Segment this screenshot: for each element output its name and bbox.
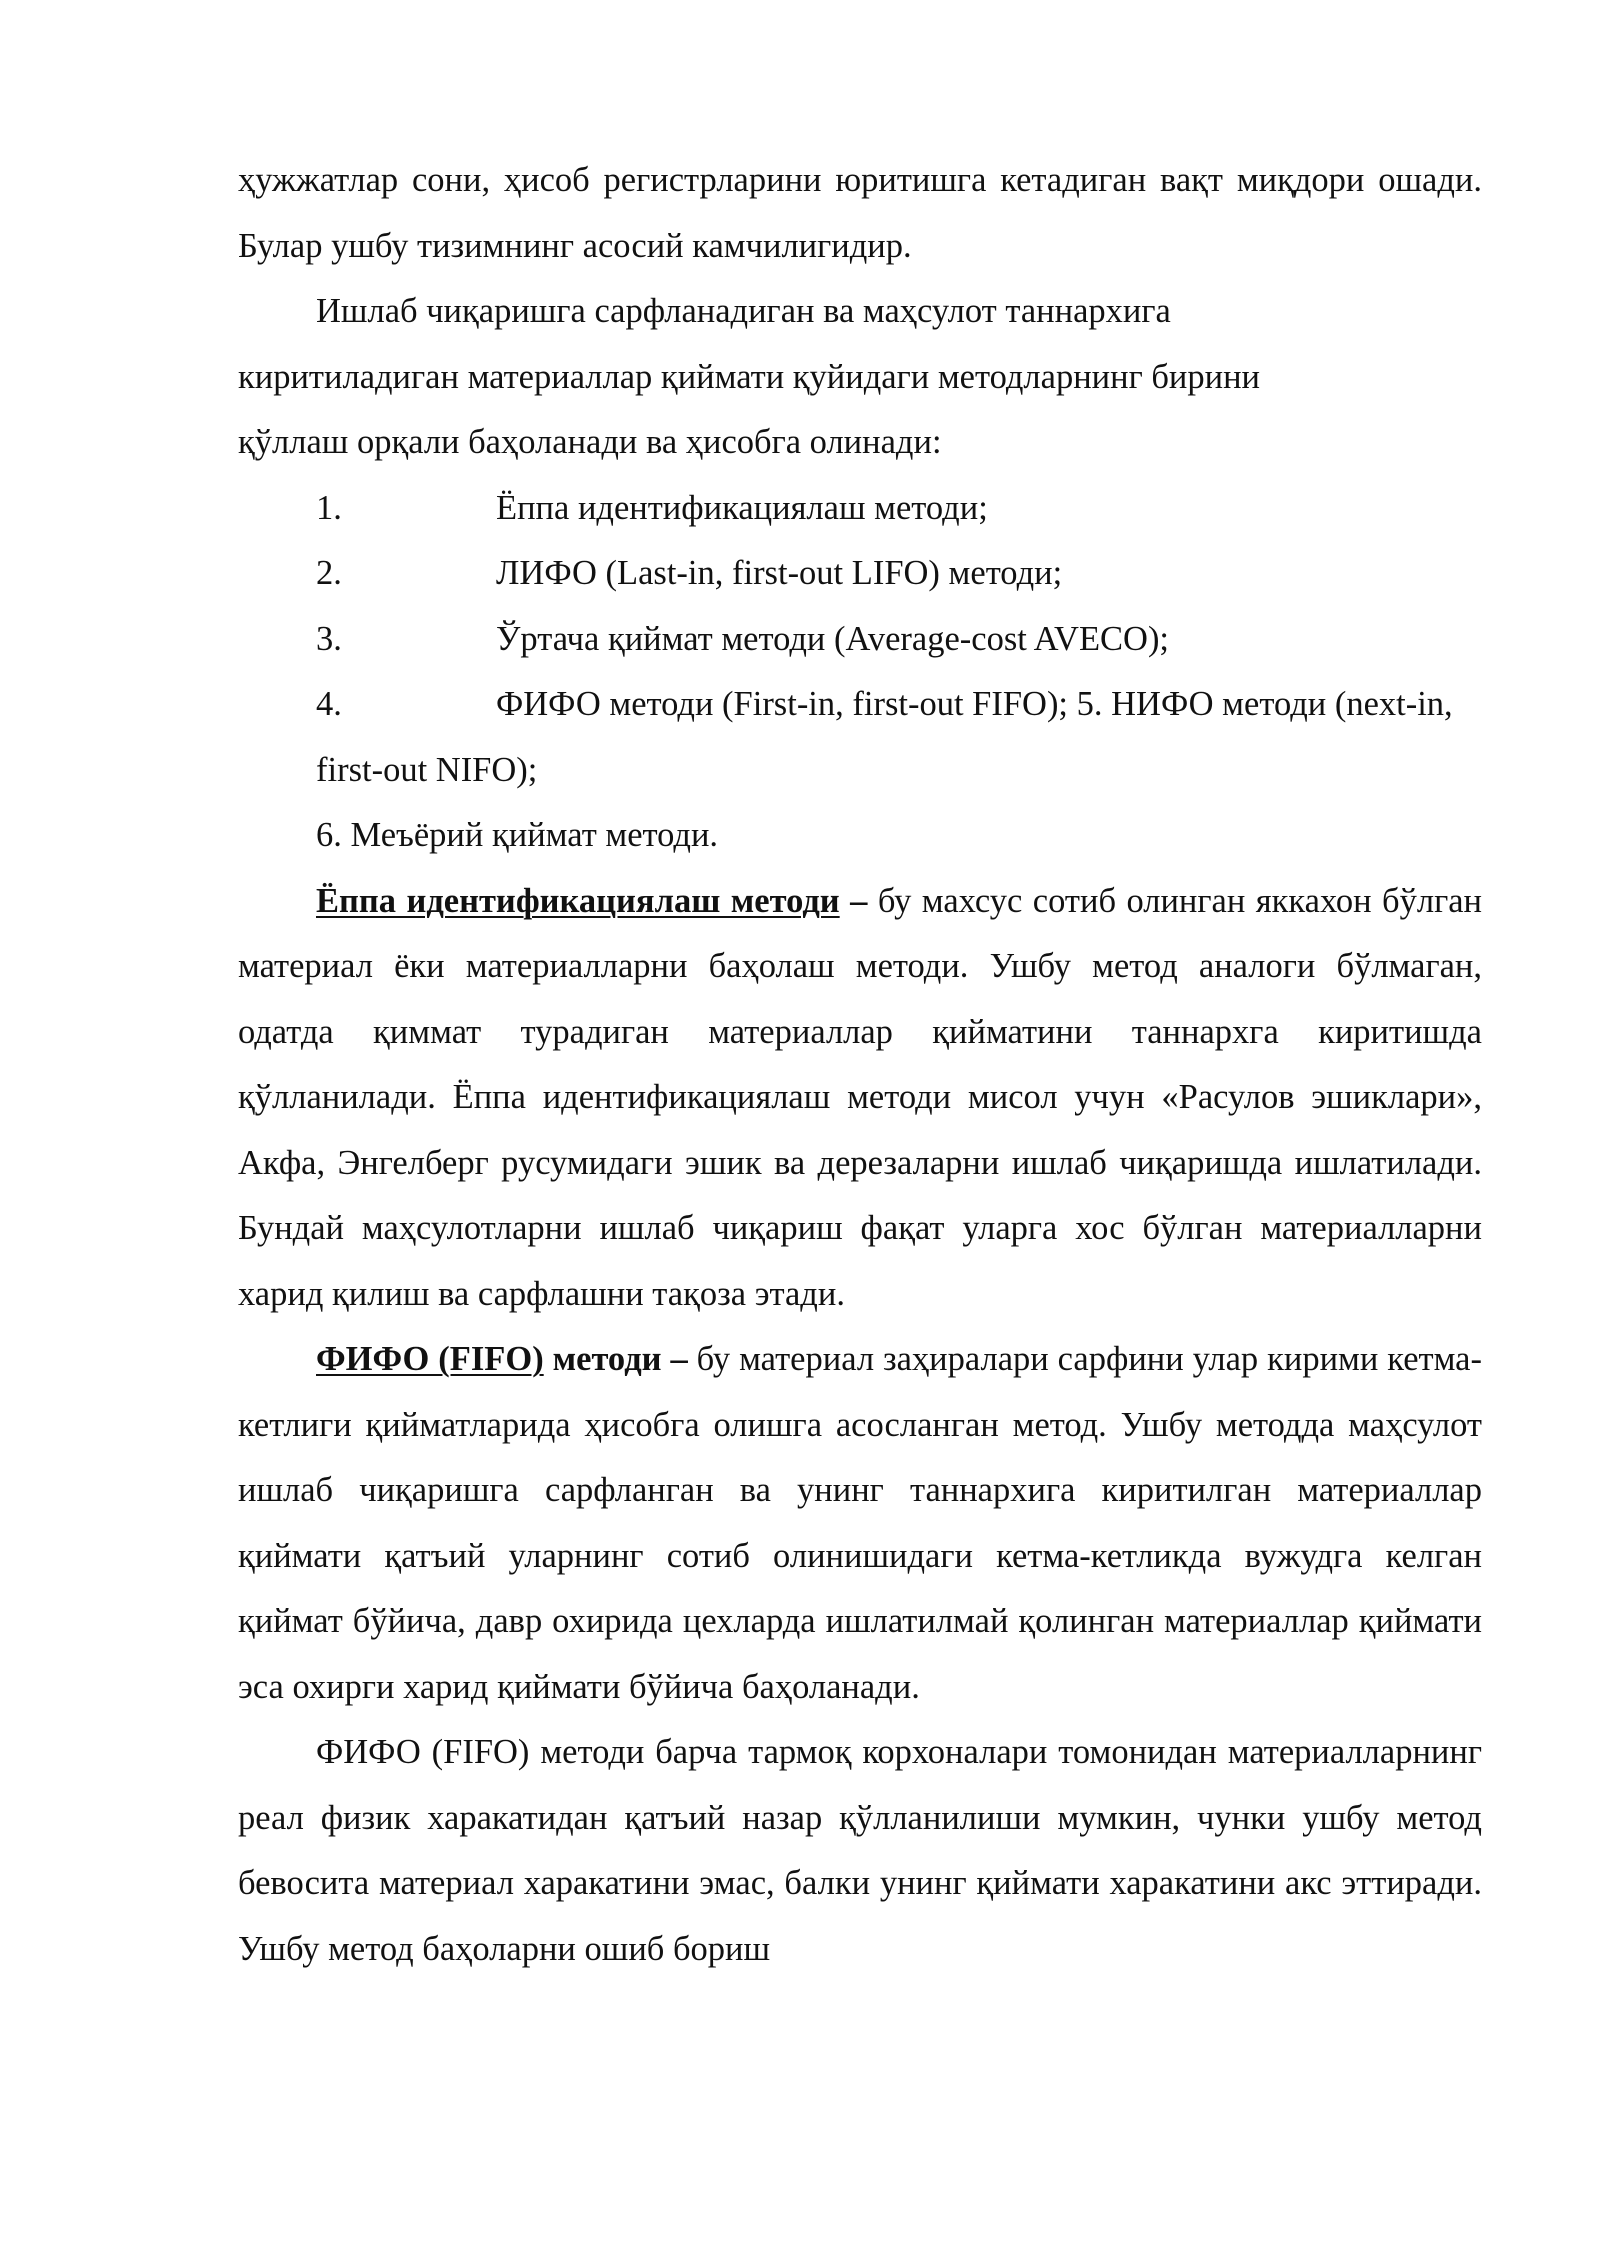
term-fifo-suffix: методи – bbox=[543, 1340, 697, 1378]
paragraph-valuation-line-1: Ишлаб чиқаришга сарфланадиган ва маҳсулот таннархига bbox=[316, 292, 1171, 330]
list-item-number: 2. bbox=[316, 554, 342, 592]
list-item bbox=[316, 476, 1482, 542]
term-fifo: ФИФО (FIFO) bbox=[316, 1340, 544, 1378]
list-item-number: 3. bbox=[316, 619, 342, 658]
paragraph-specific-identification bbox=[238, 869, 1482, 1328]
list-item-text: ФИФО методи (First-in, first-out FIFO); 5. НИФО методи (next-in, bbox=[496, 685, 1453, 723]
list-item-continuation: first-out NIFO); bbox=[316, 750, 538, 789]
paragraph-fifo bbox=[238, 1327, 1482, 1720]
list-item-text: ЛИФО (Last-in, first-out LIFO) методи; bbox=[496, 554, 1063, 592]
list-item bbox=[316, 803, 1482, 869]
paragraph-body: бу материал заҳиралари сарфини улар кирими кетма-кетлиги қийматларида ҳисобга олишга асосланган метод. Ушбу методда маҳсулот ишлаб чиқаришга сарфланган ва унинг таннархига киритилган материаллар қиймати қатъий уларнинг сотиб олинишидаги кетма-кетликда вужудга келган қиймат бўйича, давр охирида цехларда ишлатилмай қолинган материаллар қиймати эса охирги харид қиймати бўйича баҳоланади. bbox=[238, 1340, 1482, 1706]
list-item-text: 6. Меъёрий қиймат методи. bbox=[316, 816, 719, 854]
list-item bbox=[316, 541, 1482, 607]
list-item bbox=[316, 607, 1482, 673]
document-page bbox=[238, 148, 1482, 1982]
term-specific-identification: Ёппа идентификациялаш методи bbox=[316, 881, 840, 920]
list-item-text: Ўртача қиймат методи (Average-cost AVECO); bbox=[496, 619, 1170, 658]
paragraph-valuation-line-3: қўллаш орқали баҳоланади ва ҳисобга олинади: bbox=[238, 423, 942, 461]
methods-list bbox=[238, 476, 1482, 869]
term-dash: – bbox=[839, 881, 878, 920]
list-item-number: 1. bbox=[316, 488, 342, 527]
paragraph-fifo-usage: ФИФО (FIFO) методи барча тармоқ корхоналари томонидан материалларнинг реал физик харакатидан қатъий назар қўлланилиши мумкин, чунки ушбу метод бевосита материал харакатини эмас, балки унинг қиймати харакатини акс эттиради. Ушбу метод баҳоларни ошиб бориш bbox=[238, 1733, 1482, 1968]
paragraph-intro: ҳужжатлар сони, ҳисоб регистрларини юритишга кетадиган вақт миқдори ошади. Булар ушбу тизимнинг асосий камчилигидир. bbox=[238, 161, 1482, 265]
list-item-text: Ёппа идентификациялаш методи; bbox=[496, 488, 988, 527]
paragraph-valuation-line-2: киритиладиган материаллар қиймати қуйидаги методларнинг бирини bbox=[238, 357, 1261, 396]
list-item bbox=[316, 672, 1482, 803]
list-item-number: 4. bbox=[316, 685, 342, 723]
paragraph-body: бу махсус сотиб олинган яккахон бўлган материал ёки материалларни баҳолаш методи. Ушбу метод аналоги бўлмаган, одатда қиммат турадиган материаллар қийматини таннархга киритишда қўлланилади. Ёппа идентификациялаш методи мисол учун «Расулов эшиклари», Акфа, Энгелберг русумидаги эшик ва дерезаларни ишлаб чиқаришда ишлатилади. Бундай маҳсулотларни ишлаб чиқариш фақат уларга хос бўлган материалларни харид қилиш ва сарфлашни тақоза этади. bbox=[238, 881, 1483, 1313]
